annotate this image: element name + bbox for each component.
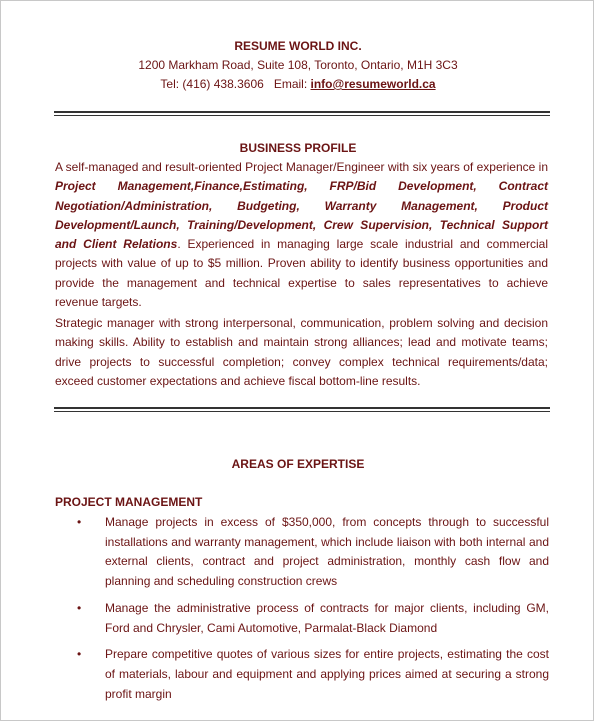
list-item-text: Manage projects in excess of $350,000, from concepts through to successful installations and warranty management, which include liaison with both internal and external clients, contract and project administration, monthly cash flow and planning and scheduling construction crews [105,515,549,589]
list-item [55,599,549,638]
business-profile-paragraph-1 [55,158,548,312]
business-profile-paragraph-2: Strategic manager with strong interpersonal, communication, problem solving and decision making skills. Ability to establish and maintain strong alliances; lead and motivate teams; drive projects to successful completion; convey complex technical requirements/data; exceed customer expectations and achieve fiscal bottom-line results. [55,316,548,388]
contact-line [1,77,594,91]
list-item-text: Manage the administrative process of contracts for major clients, including GM, Ford and Chrysler, Cami Automotive, Parmalat-Black Diamond [105,600,549,635]
bullet-icon: • [77,515,82,529]
areas-of-expertise-title: AREAS OF EXPERTISE [231,457,365,471]
project-management-subtitle: PROJECT MANAGEMENT [55,495,203,509]
telephone: Tel: (416) 438.3606 [160,77,264,91]
email-link[interactable]: info@resumeworld.ca [310,77,436,91]
profile-rest: . Experienced in managing large scale industrial and commercial projects with value of up to $5 million. Proven ability to identify business opportunities and provide the management and technical expertise to sales representatives to achieve revenue targets. [55,237,548,310]
company-name: RESUME WORLD INC. [234,39,362,53]
list-item-text: Prepare competitive quotes of various sizes for entire projects, estimating the cost of materials, labour and equipment and applying prices aimed at securing a strong profit margin [105,647,549,701]
email-label: Email: [273,77,308,91]
bullet-icon: • [77,647,82,662]
business-profile-title: BUSINESS PROFILE [239,141,357,155]
divider-middle [54,407,550,412]
bullet-icon: • [77,600,82,615]
company-address: 1200 Markham Road, Suite 108, Toronto, Ontario, M1H 3C3 [138,58,458,72]
divider-top [54,111,550,116]
profile-skills: Project Management,Finance,Estimating, FRP/Bid Development, Contract Negotiation/Administration, Budgeting, Warranty Management, Product Development/Launch, Training/Development, Crew Supervision, Technical Support and Client Relations [55,179,548,252]
profile-intro: A self-managed and result-oriented Project Manager/Engineer with six years of experience in [55,160,548,174]
list-item [55,513,549,592]
expertise-list [55,513,549,711]
list-item [55,645,549,704]
